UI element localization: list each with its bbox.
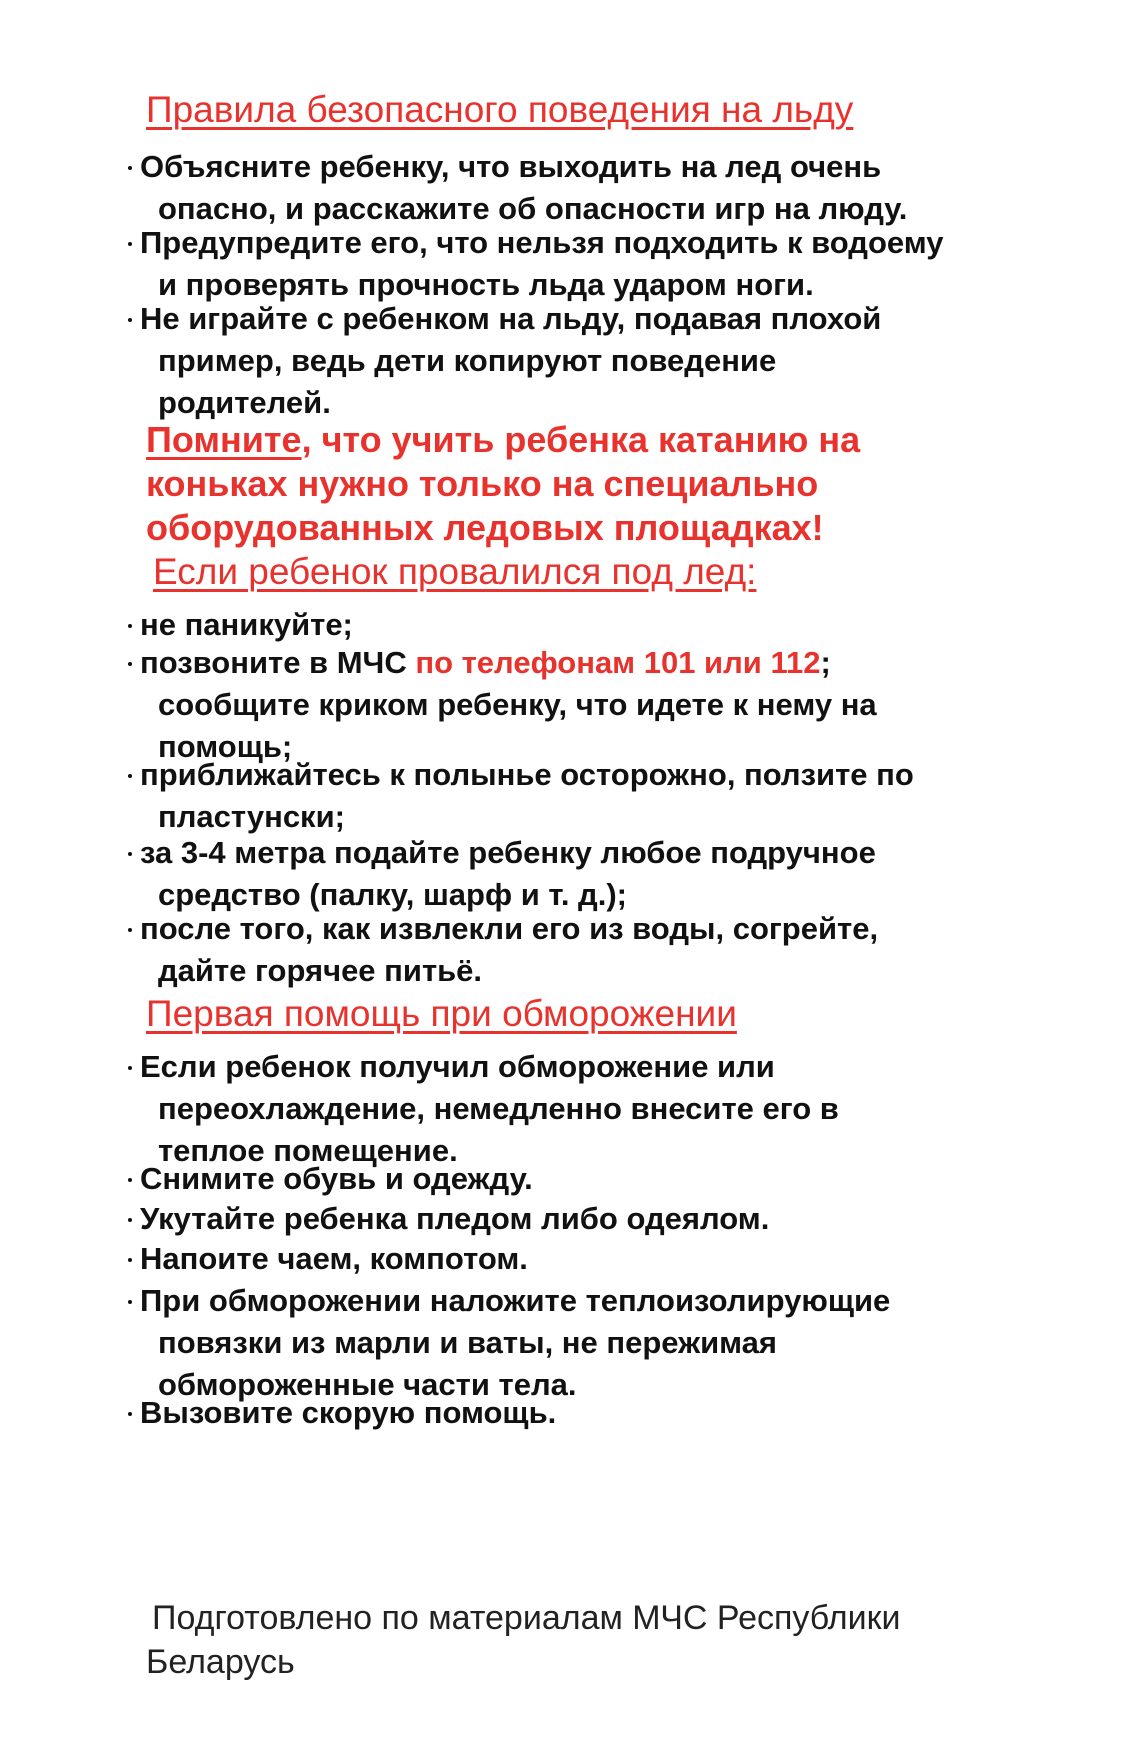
- ice-rule-item: Объясните ребенку, что выходить на лед очень опасно, и расскажите об опасности игр на люду.: [140, 146, 1070, 230]
- rescue-step-item: после того, как извлекли его из воды, согрейте, дайте горячее питьё.: [140, 908, 1070, 992]
- bullet-icon: [128, 1258, 132, 1262]
- rescue-step-item: не паникуйте;: [140, 604, 1070, 646]
- source-footer: Подготовлено по материалам МЧС Республики Беларусь: [146, 1599, 901, 1681]
- bullet-icon: [128, 166, 132, 170]
- bullet-icon: [128, 1218, 132, 1222]
- bullet-icon: [128, 1300, 132, 1304]
- first-aid-item: Укутайте ребенка пледом либо одеялом.: [140, 1198, 1070, 1240]
- bullet-icon: [128, 624, 132, 628]
- bullet-icon: [128, 1178, 132, 1182]
- phone-numbers: по телефонам 101 или 112: [415, 645, 821, 680]
- bullet-icon: [128, 774, 132, 778]
- ice-rule-item: Не играйте с ребенком на льду, подавая плохой пример, ведь дети копируют поведение родителей.: [140, 298, 1070, 424]
- bullet-icon: [128, 662, 132, 666]
- first-aid-item: При обморожении наложите теплоизолирующие повязки из марли и ваты, не пережимая обмороженные части тела.: [140, 1280, 1070, 1406]
- rescue-step-item: приближайтесь к полынье осторожно, ползите по пластунски;: [140, 754, 1070, 838]
- bullet-icon: [128, 928, 132, 932]
- fell-through-heading: Если ребенок провалился под лед:: [153, 551, 757, 592]
- first-aid-item: Вызовите скорую помощь.: [140, 1392, 1070, 1434]
- bullet-icon: [128, 852, 132, 856]
- skating-reminder: Помните, что учить ребенка катанию на коньках нужно только на специально оборудованных ледовых площадках!: [146, 419, 861, 548]
- ice-rule-item: Предупредите его, что нельзя подходить к водоему и проверять прочность льда ударом ноги.: [140, 222, 1070, 306]
- first-aid-item: Напоите чаем, компотом.: [140, 1238, 1070, 1280]
- rescue-step-item: позвоните в МЧС по телефонам 101 или 112; сообщите криком ребенку, что идете к нему на помощь;: [140, 642, 1070, 768]
- ice-rules-heading: Правила безопасного поведения на льду: [146, 89, 854, 130]
- first-aid-item: Если ребенок получил обморожение или переохлаждение, немедленно внесите его в теплое помещение.: [140, 1046, 1070, 1172]
- bullet-icon: [128, 1412, 132, 1416]
- first-aid-item: Снимите обувь и одежду.: [140, 1158, 1070, 1200]
- rescue-step-item: за 3-4 метра подайте ребенку любое подручное средство (палку, шарф и т. д.);: [140, 832, 1070, 916]
- bullet-icon: [128, 318, 132, 322]
- reminder-lead: Помните: [146, 419, 302, 460]
- frostbite-heading: Первая помощь при обморожении: [146, 993, 737, 1034]
- bullet-icon: [128, 242, 132, 246]
- bullet-icon: [128, 1066, 132, 1070]
